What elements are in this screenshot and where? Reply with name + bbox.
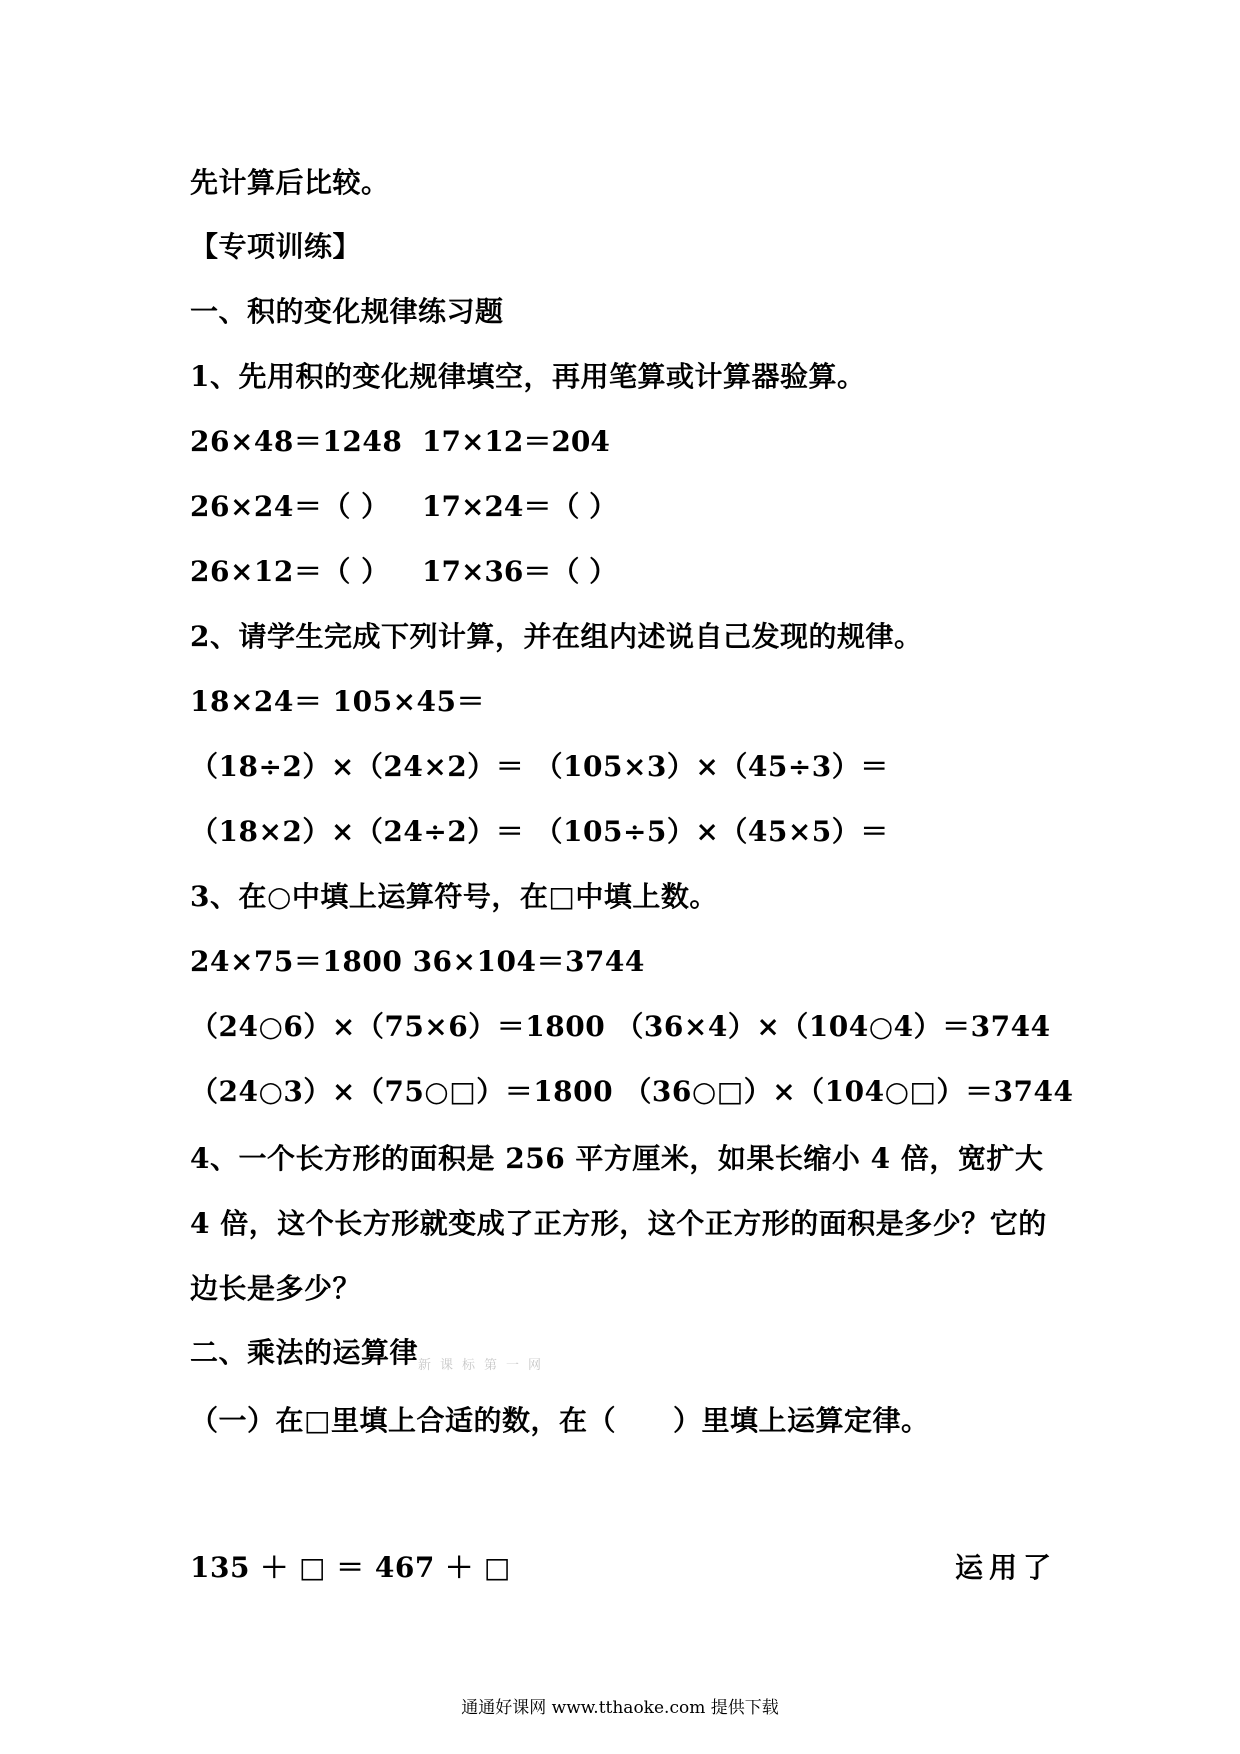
q2-line2: （18÷2）×（24×2）＝ （105×3）×（45÷3）＝ — [190, 750, 889, 783]
q2-line1: 18×24＝ 105×45＝ — [190, 685, 486, 718]
part2-title: 二、乘法的运算律 — [190, 1336, 419, 1369]
q4-text: 4、一个长方形的面积是 256 平方厘米，如果长缩小 4 倍，宽扩大 4 倍，这个长方形就变成了正方形，这个正方形的面积是多少？它的边长是多少？ — [190, 1142, 1047, 1305]
part2-suffix: 运用了 — [955, 1551, 1058, 1584]
q1-row1-right: 17×12＝204 — [422, 425, 610, 458]
q2-line3: （18×2）×（24÷2）＝ （105÷5）×（45×5）＝ — [190, 815, 889, 848]
part1-title: 一、积的变化规律练习题 — [190, 295, 504, 328]
intro-text: 先计算后比较。 — [190, 166, 390, 199]
q1-prompt: 1、先用积的变化规律填空，再用笔算或计算器验算。 — [190, 360, 866, 393]
q1-row2-right: 17×24＝（ ） — [422, 490, 618, 523]
q2-prompt: 2、请学生完成下列计算，并在组内述说自己发现的规律。 — [190, 620, 923, 653]
q3-line3: （24○3）×（75○□）＝1800 （36○□）×（104○□）＝3744 — [190, 1075, 1074, 1108]
page-footer: 通通好课网 www.tthaoke.com 提供下载 — [461, 1698, 779, 1718]
part2-sub1-prompt: （一）在□里填上合适的数，在（ ）里填上运算定律。 — [190, 1404, 930, 1437]
q1-row3-right: 17×36＝（ ） — [422, 555, 618, 588]
section-heading: 【专项训练】 — [190, 230, 362, 263]
watermark-text: 新课标第一网 — [418, 1358, 551, 1373]
q3-line1: 24×75＝1800 36×104＝3744 — [190, 945, 645, 978]
q1-row1-left: 26×48＝1248 — [190, 425, 403, 458]
q1-row2-left: 26×24＝（ ） — [190, 490, 390, 523]
q3-prompt: 3、在○中填上运算符号，在□中填上数。 — [190, 880, 718, 913]
q1-row3-left: 26×12＝（ ） — [190, 555, 390, 588]
q3-line2: （24○6）×（75×6）＝1800 （36×4）×（104○4）＝3744 — [190, 1010, 1051, 1043]
part2-equation: 135 ＋ □ ＝ 467 ＋ □ — [190, 1551, 511, 1584]
